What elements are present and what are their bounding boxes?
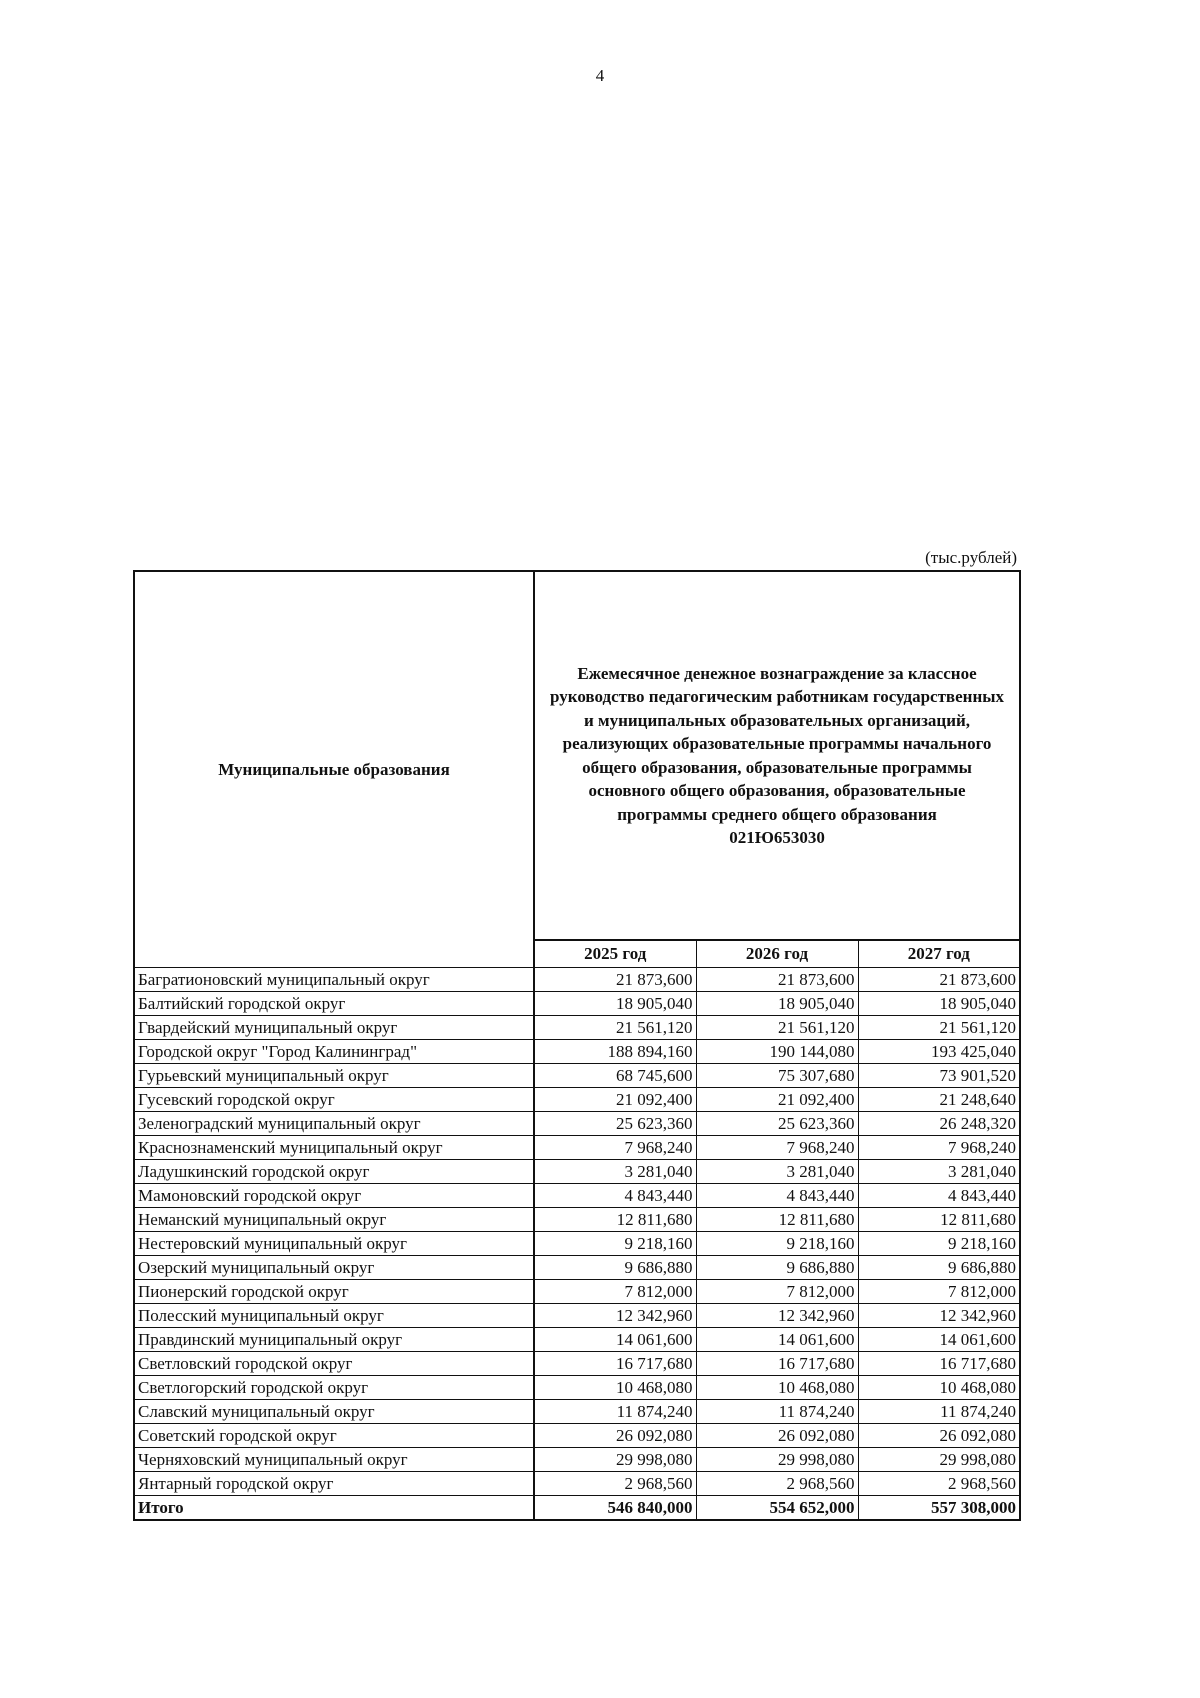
- value-2026: 18 905,040: [696, 992, 858, 1016]
- value-2026: 7 812,000: [696, 1280, 858, 1304]
- municipality-name: Неманский муниципальный округ: [134, 1208, 534, 1232]
- total-2026: 554 652,000: [696, 1496, 858, 1521]
- value-2025: 12 811,680: [534, 1208, 696, 1232]
- table-row: [134, 1016, 1020, 1040]
- total-row: [134, 1496, 1020, 1521]
- value-2027: 21 248,640: [858, 1088, 1020, 1112]
- value-2025: 4 843,440: [534, 1184, 696, 1208]
- value-2026: 25 623,360: [696, 1112, 858, 1136]
- value-2027: 7 968,240: [858, 1136, 1020, 1160]
- municipality-name: Мамоновский городской округ: [134, 1184, 534, 1208]
- year-header-2026: 2026 год: [696, 940, 858, 968]
- table-row: [134, 1352, 1020, 1376]
- municipality-name: Славский муниципальный округ: [134, 1400, 534, 1424]
- table-row: [134, 968, 1020, 992]
- value-2025: 3 281,040: [534, 1160, 696, 1184]
- table-row: [134, 1136, 1020, 1160]
- table-row: [134, 1184, 1020, 1208]
- total-2027: 557 308,000: [858, 1496, 1020, 1521]
- value-2026: 21 873,600: [696, 968, 858, 992]
- value-2027: 9 686,880: [858, 1256, 1020, 1280]
- value-2026: 10 468,080: [696, 1376, 858, 1400]
- municipality-column-header: Муниципальные образования: [134, 571, 534, 968]
- value-2025: 21 092,400: [534, 1088, 696, 1112]
- value-2025: 188 894,160: [534, 1040, 696, 1064]
- municipality-name: Гурьевский муниципальный округ: [134, 1064, 534, 1088]
- table-row: [134, 1328, 1020, 1352]
- municipality-name: Советский городской округ: [134, 1424, 534, 1448]
- value-2027: 12 342,960: [858, 1304, 1020, 1328]
- value-2025: 12 342,960: [534, 1304, 696, 1328]
- municipality-name: Зеленоградский муниципальный округ: [134, 1112, 534, 1136]
- value-2027: 26 248,320: [858, 1112, 1020, 1136]
- value-2025: 25 623,360: [534, 1112, 696, 1136]
- value-2025: 14 061,600: [534, 1328, 696, 1352]
- units-label: (тыс.рублей): [925, 548, 1017, 567]
- value-2025: 10 468,080: [534, 1376, 696, 1400]
- value-2026: 3 281,040: [696, 1160, 858, 1184]
- municipality-name: Гусевский городской округ: [134, 1088, 534, 1112]
- value-2026: 14 061,600: [696, 1328, 858, 1352]
- value-2026: 7 968,240: [696, 1136, 858, 1160]
- municipality-name: Светлогорский городской округ: [134, 1376, 534, 1400]
- municipality-name: Городской округ "Город Калининград": [134, 1040, 534, 1064]
- allocation-table: [133, 570, 1021, 1521]
- indicator-header: [534, 571, 1020, 940]
- value-2027: 18 905,040: [858, 992, 1020, 1016]
- value-2027: 14 061,600: [858, 1328, 1020, 1352]
- table-row: [134, 1208, 1020, 1232]
- value-2025: 16 717,680: [534, 1352, 696, 1376]
- table-row: [134, 1064, 1020, 1088]
- value-2026: 190 144,080: [696, 1040, 858, 1064]
- value-2027: 7 812,000: [858, 1280, 1020, 1304]
- municipality-name: Пионерский городской округ: [134, 1280, 534, 1304]
- value-2026: 29 998,080: [696, 1448, 858, 1472]
- table-row: [134, 1256, 1020, 1280]
- municipality-name: Багратионовский муниципальный округ: [134, 968, 534, 992]
- value-2026: 9 686,880: [696, 1256, 858, 1280]
- value-2027: 16 717,680: [858, 1352, 1020, 1376]
- value-2025: 7 968,240: [534, 1136, 696, 1160]
- value-2025: 21 561,120: [534, 1016, 696, 1040]
- municipality-name: Янтарный городской округ: [134, 1472, 534, 1496]
- value-2026: 16 717,680: [696, 1352, 858, 1376]
- value-2025: 26 092,080: [534, 1424, 696, 1448]
- value-2027: 2 968,560: [858, 1472, 1020, 1496]
- table-row: [134, 1280, 1020, 1304]
- value-2026: 21 092,400: [696, 1088, 858, 1112]
- year-header-2025: 2025 год: [534, 940, 696, 968]
- municipality-name: Полесский муниципальный округ: [134, 1304, 534, 1328]
- value-2027: 21 873,600: [858, 968, 1020, 992]
- indicator-code: 021Ю653030: [729, 828, 825, 847]
- value-2026: 11 874,240: [696, 1400, 858, 1424]
- table-row: [134, 1160, 1020, 1184]
- municipality-name: Правдинский муниципальный округ: [134, 1328, 534, 1352]
- value-2027: 193 425,040: [858, 1040, 1020, 1064]
- value-2026: 26 092,080: [696, 1424, 858, 1448]
- municipality-name: Краснознаменский муниципальный округ: [134, 1136, 534, 1160]
- value-2025: 11 874,240: [534, 1400, 696, 1424]
- value-2027: 21 561,120: [858, 1016, 1020, 1040]
- value-2025: 9 218,160: [534, 1232, 696, 1256]
- municipality-name: Черняховский муниципальный округ: [134, 1448, 534, 1472]
- value-2025: 29 998,080: [534, 1448, 696, 1472]
- municipality-name: Балтийский городской округ: [134, 992, 534, 1016]
- total-2025: 546 840,000: [534, 1496, 696, 1521]
- value-2027: 29 998,080: [858, 1448, 1020, 1472]
- table-body: [134, 968, 1020, 1521]
- value-2026: 75 307,680: [696, 1064, 858, 1088]
- table-row: [134, 992, 1020, 1016]
- table-row: [134, 1376, 1020, 1400]
- total-label: Итого: [134, 1496, 534, 1521]
- value-2025: 9 686,880: [534, 1256, 696, 1280]
- table-row: [134, 1232, 1020, 1256]
- value-2027: 26 092,080: [858, 1424, 1020, 1448]
- value-2025: 18 905,040: [534, 992, 696, 1016]
- table-row: [134, 1112, 1020, 1136]
- table-row: [134, 1400, 1020, 1424]
- value-2025: 7 812,000: [534, 1280, 696, 1304]
- header-row: [134, 571, 1020, 940]
- table-row: [134, 1448, 1020, 1472]
- value-2026: 12 811,680: [696, 1208, 858, 1232]
- value-2026: 4 843,440: [696, 1184, 858, 1208]
- value-2025: 68 745,600: [534, 1064, 696, 1088]
- value-2025: 2 968,560: [534, 1472, 696, 1496]
- municipality-name: Нестеровский муниципальный округ: [134, 1232, 534, 1256]
- value-2026: 21 561,120: [696, 1016, 858, 1040]
- table-row: [134, 1040, 1020, 1064]
- value-2026: 12 342,960: [696, 1304, 858, 1328]
- table-row: [134, 1304, 1020, 1328]
- table-row: [134, 1472, 1020, 1496]
- value-2027: 73 901,520: [858, 1064, 1020, 1088]
- value-2027: 12 811,680: [858, 1208, 1020, 1232]
- municipality-name: Озерский муниципальный округ: [134, 1256, 534, 1280]
- table-row: [134, 1088, 1020, 1112]
- municipality-name: Гвардейский муниципальный округ: [134, 1016, 534, 1040]
- value-2027: 3 281,040: [858, 1160, 1020, 1184]
- value-2025: 21 873,600: [534, 968, 696, 992]
- page-number: 4: [595, 66, 605, 85]
- value-2027: 4 843,440: [858, 1184, 1020, 1208]
- municipality-name: Ладушкинский городской округ: [134, 1160, 534, 1184]
- table-row: [134, 1424, 1020, 1448]
- municipality-name: Светловский городской округ: [134, 1352, 534, 1376]
- indicator-title: Ежемесячное денежное вознаграждение за классное руководство педагогическим работникам государственных и муниципальных образовательных организаций, реализующих образовательные программы начального общего образования, образовательные программы основного общего образования, образовательные программы среднего общего образования: [550, 663, 1005, 824]
- value-2027: 11 874,240: [858, 1400, 1020, 1424]
- value-2026: 9 218,160: [696, 1232, 858, 1256]
- year-header-2027: 2027 год: [858, 940, 1020, 968]
- value-2027: 10 468,080: [858, 1376, 1020, 1400]
- value-2026: 2 968,560: [696, 1472, 858, 1496]
- value-2027: 9 218,160: [858, 1232, 1020, 1256]
